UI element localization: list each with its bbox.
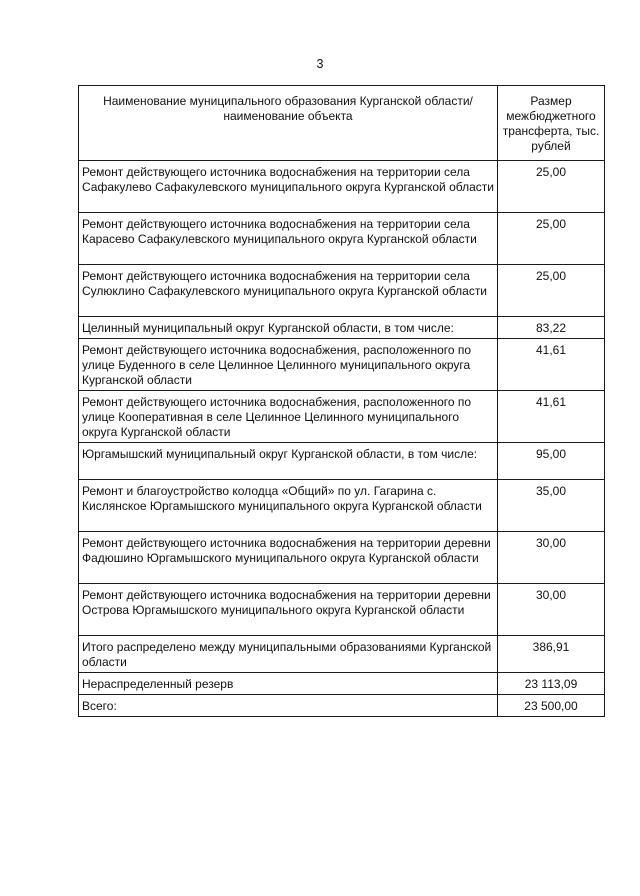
- table-row-grand-total: [79, 695, 605, 717]
- row-amount-cell: 30,00: [498, 532, 605, 584]
- table-row: [79, 480, 605, 532]
- row-name-cell: Ремонт действующего источника водоснабжения на территории села Карасево Сафакулевского муниципального округа Курганской области: [79, 213, 498, 265]
- row-amount-cell: 83,22: [498, 317, 605, 339]
- row-name-cell: Ремонт и благоустройство колодца «Общий» по ул. Гагарина с. Кислянское Юргамышского муниципального округа Курганской области: [79, 480, 498, 532]
- row-name-cell: Ремонт действующего источника водоснабжения, расположенного по улице Буденного в селе Целинное Целинного муниципального округа Курганской области: [79, 339, 498, 391]
- row-amount-cell: 386,91: [498, 636, 605, 673]
- table-row: [79, 391, 605, 443]
- row-name-cell: Целинный муниципальный округ Курганской области, в том числе:: [79, 317, 498, 339]
- row-amount-cell: 23 500,00: [498, 695, 605, 717]
- table-row: [79, 339, 605, 391]
- row-name-cell: Юргамышский муниципальный округ Курганской области, в том числе:: [79, 443, 498, 480]
- row-amount-cell: 25,00: [498, 161, 605, 213]
- row-name-cell: Всего:: [79, 695, 498, 717]
- row-name-cell: Ремонт действующего источника водоснабжения на территории деревни Острова Юргамышского муниципального округа Курганской области: [79, 584, 498, 636]
- row-name-cell: Ремонт действующего источника водоснабжения на территории деревни Фадюшино Юргамышского муниципального округа Курганской области: [79, 532, 498, 584]
- row-amount-cell: 25,00: [498, 265, 605, 317]
- row-amount-cell: 95,00: [498, 443, 605, 480]
- row-amount-cell: 41,61: [498, 339, 605, 391]
- table-row: [79, 265, 605, 317]
- table-row-total-distributed: [79, 636, 605, 673]
- table-row-reserve: [79, 673, 605, 695]
- row-name-cell: Ремонт действующего источника водоснабжения на территории села Сафакулево Сафакулевского муниципального округа Курганской области: [79, 161, 498, 213]
- table-header-row: [79, 86, 605, 161]
- table-row-subtotal: [79, 317, 605, 339]
- row-amount-cell: 35,00: [498, 480, 605, 532]
- row-name-cell: Нераспределенный резерв: [79, 673, 498, 695]
- page-number: 3: [316, 57, 324, 71]
- row-amount-cell: 25,00: [498, 213, 605, 265]
- table-row: [79, 213, 605, 265]
- table-row: [79, 161, 605, 213]
- table-row: [79, 532, 605, 584]
- row-amount-cell: 23 113,09: [498, 673, 605, 695]
- table-row-subtotal: [79, 443, 605, 480]
- transfer-distribution-table: [78, 85, 605, 717]
- table-row: [79, 584, 605, 636]
- column-header-name: Наименование муниципального образования Курганской области/наименование объекта: [79, 86, 498, 161]
- row-name-cell: Итого распределено между муниципальными образованиями Курганской области: [79, 636, 498, 673]
- row-amount-cell: 41,61: [498, 391, 605, 443]
- column-header-amount: Размер межбюджетного трансферта, тыс. рублей: [498, 86, 605, 161]
- row-name-cell: Ремонт действующего источника водоснабжения, расположенного по улице Кооперативная в селе Целинное Целинного муниципального округа Курганской области: [79, 391, 498, 443]
- row-amount-cell: 30,00: [498, 584, 605, 636]
- row-name-cell: Ремонт действующего источника водоснабжения на территории села Сулюклино Сафакулевского муниципального округа Курганской области: [79, 265, 498, 317]
